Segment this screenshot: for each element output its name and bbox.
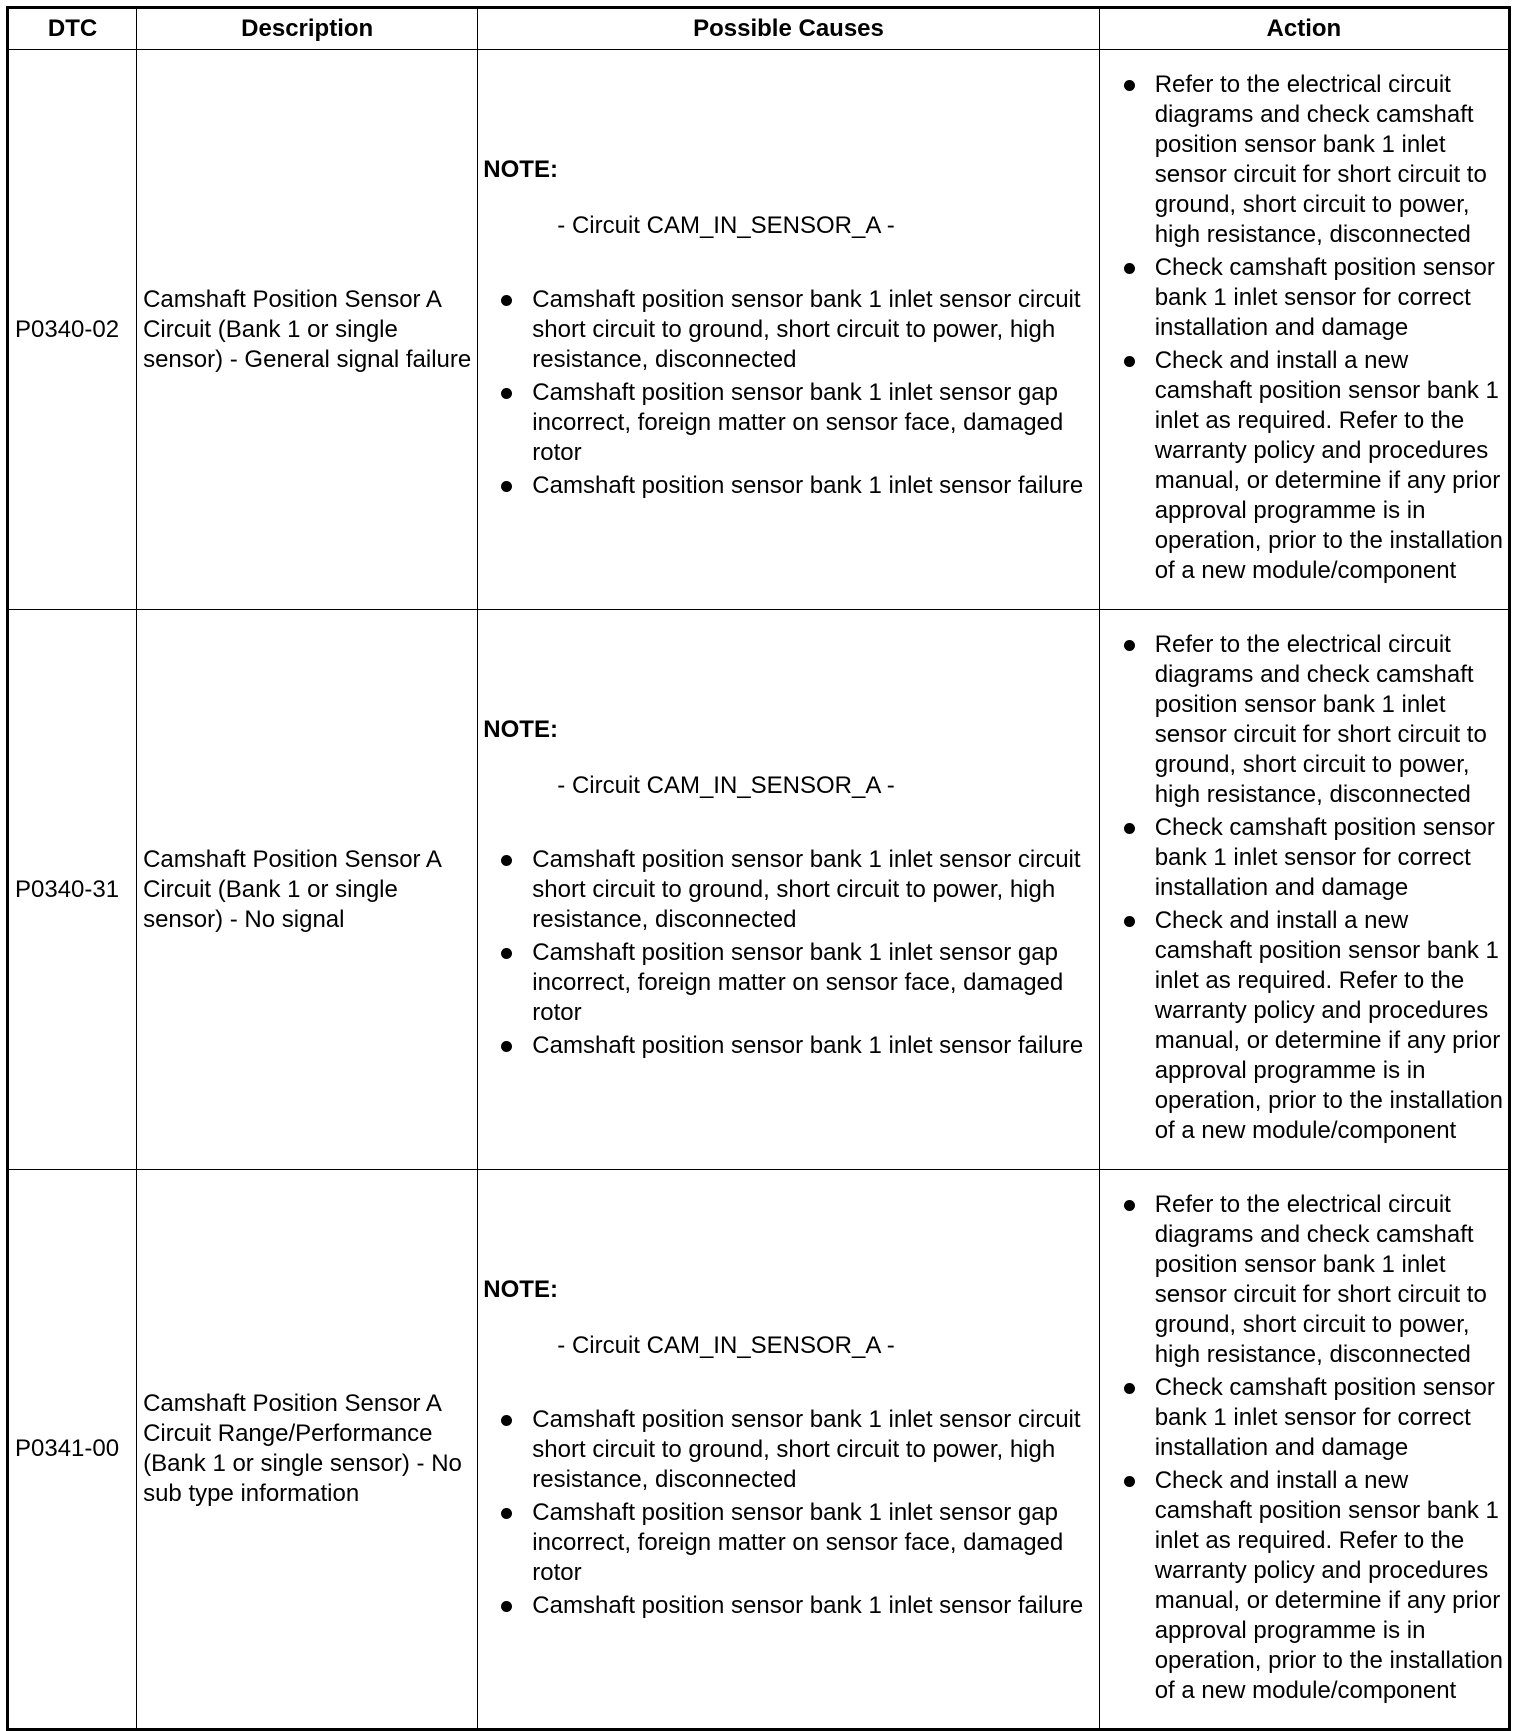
action-text: Check and install a new camshaft position sensor bank 1 inlet as required. Refer to the warranty policy and procedures manual, or determine if any prior approval programme is in operation, prior to the installation of a new module/component	[1154, 907, 1503, 1144]
bullet-icon	[1124, 356, 1135, 367]
bullet-icon	[1124, 1200, 1135, 1211]
list-item	[483, 285, 1094, 375]
list-item	[483, 1405, 1094, 1495]
table-body	[8, 50, 1510, 1730]
header-description: Description	[137, 8, 478, 50]
list-item	[1120, 813, 1504, 903]
bullet-icon	[501, 1601, 512, 1612]
list-item	[483, 471, 1094, 501]
action-cell	[1099, 50, 1509, 610]
list-item	[1120, 630, 1504, 810]
bullet-icon	[1124, 263, 1135, 274]
cause-text: Camshaft position sensor bank 1 inlet sensor circuit short circuit to ground, short circuit to power, high resistance, disconnected	[532, 286, 1081, 373]
action-cell	[1099, 1170, 1509, 1730]
header-possible-causes: Possible Causes	[478, 8, 1099, 50]
actions-list	[1120, 70, 1504, 586]
note-text: - Circuit CAM_IN_SENSOR_A -	[557, 772, 895, 799]
dtc-description: Camshaft Position Sensor A Circuit (Bank 1 or single sensor) - General signal failure	[137, 50, 478, 610]
list-item	[1120, 1190, 1504, 1370]
list-item	[1120, 1373, 1504, 1463]
causes-list	[483, 285, 1094, 501]
list-item	[483, 1498, 1094, 1588]
cause-text: Camshaft position sensor bank 1 inlet sensor circuit short circuit to ground, short circuit to power, high resistance, disconnected	[532, 846, 1081, 933]
table-header	[8, 8, 1510, 50]
bullet-icon	[1124, 916, 1135, 927]
cause-text: Camshaft position sensor bank 1 inlet sensor failure	[532, 472, 1084, 499]
list-item	[483, 1031, 1094, 1061]
possible-causes-cell	[478, 1170, 1099, 1730]
bullet-icon	[501, 948, 512, 959]
list-item	[1120, 906, 1504, 1146]
header-action: Action	[1099, 8, 1509, 50]
list-item	[483, 1591, 1094, 1621]
cause-text: Camshaft position sensor bank 1 inlet sensor circuit short circuit to ground, short circuit to power, high resistance, disconnected	[532, 1405, 1081, 1493]
dtc-code: P0341-00	[8, 1170, 137, 1730]
cause-text: Camshaft position sensor bank 1 inlet sensor gap incorrect, foreign matter on sensor face, damaged rotor	[532, 939, 1064, 1026]
cause-text: Camshaft position sensor bank 1 inlet sensor gap incorrect, foreign matter on sensor face, damaged rotor	[532, 379, 1064, 466]
bullet-icon	[1124, 1383, 1135, 1394]
table-row	[8, 1170, 1510, 1730]
action-text: Check camshaft position sensor bank 1 inlet sensor for correct installation and damage	[1154, 254, 1495, 341]
table-row	[8, 610, 1510, 1170]
action-text: Refer to the electrical circuit diagrams and check camshaft position sensor bank 1 inlet sensor circuit for short circuit to ground, short circuit to power, high resistance, disconnected	[1154, 631, 1487, 808]
bullet-icon	[1124, 640, 1135, 651]
cause-text: Camshaft position sensor bank 1 inlet sensor failure	[532, 1591, 1084, 1619]
list-item	[483, 378, 1094, 468]
causes-list	[483, 845, 1094, 1061]
note-text: - Circuit CAM_IN_SENSOR_A -	[557, 1331, 895, 1359]
dtc-description: Camshaft Position Sensor A Circuit (Bank 1 or single sensor) - No signal	[137, 610, 478, 1170]
list-item	[1120, 70, 1504, 250]
dtc-table	[6, 6, 1511, 1731]
action-text: Check camshaft position sensor bank 1 inlet sensor for correct installation and damage	[1154, 1373, 1495, 1461]
note-text: - Circuit CAM_IN_SENSOR_A -	[557, 212, 895, 239]
action-text: Check camshaft position sensor bank 1 inlet sensor for correct installation and damage	[1154, 814, 1495, 901]
dtc-code: P0340-31	[8, 610, 137, 1170]
list-item	[1120, 253, 1504, 343]
note-label: NOTE:	[483, 716, 558, 743]
bullet-icon	[501, 388, 512, 399]
possible-causes-cell	[478, 610, 1099, 1170]
header-row	[8, 8, 1510, 50]
bullet-icon	[501, 1415, 512, 1426]
bullet-icon	[1124, 823, 1135, 834]
cause-text: Camshaft position sensor bank 1 inlet sensor gap incorrect, foreign matter on sensor face, damaged rotor	[532, 1498, 1064, 1586]
bullet-icon	[501, 855, 512, 866]
bullet-icon	[1124, 80, 1135, 91]
causes-list	[483, 1405, 1094, 1621]
possible-causes-cell	[478, 50, 1099, 610]
table-row	[8, 50, 1510, 610]
list-item	[483, 938, 1094, 1028]
list-item	[1120, 1466, 1504, 1706]
action-text: Refer to the electrical circuit diagrams and check camshaft position sensor bank 1 inlet sensor circuit for short circuit to ground, short circuit to power, high resistance, disconnected	[1154, 71, 1487, 248]
bullet-icon	[501, 481, 512, 492]
bullet-icon	[501, 1041, 512, 1052]
header-dtc: DTC	[8, 8, 137, 50]
action-cell	[1099, 610, 1509, 1170]
action-text: Refer to the electrical circuit diagrams and check camshaft position sensor bank 1 inlet sensor circuit for short circuit to ground, short circuit to power, high resistance, disconnected	[1154, 1190, 1487, 1368]
note-label: NOTE:	[483, 1275, 558, 1303]
dtc-code: P0340-02	[8, 50, 137, 610]
actions-list	[1120, 630, 1504, 1146]
dtc-description: Camshaft Position Sensor A Circuit Range/Performance (Bank 1 or single sensor) - No sub type information	[137, 1170, 478, 1730]
actions-list	[1120, 1190, 1504, 1706]
list-item	[1120, 346, 1504, 586]
list-item	[483, 845, 1094, 935]
cause-text: Camshaft position sensor bank 1 inlet sensor failure	[532, 1032, 1084, 1059]
bullet-icon	[1124, 1476, 1135, 1487]
bullet-icon	[501, 295, 512, 306]
bullet-icon	[501, 1508, 512, 1519]
action-text: Check and install a new camshaft position sensor bank 1 inlet as required. Refer to the warranty policy and procedures manual, or determine if any prior approval programme is in operation, prior to the installation of a new module/component	[1154, 347, 1503, 584]
note-label: NOTE:	[483, 156, 558, 183]
action-text: Check and install a new camshaft position sensor bank 1 inlet as required. Refer to the warranty policy and procedures manual, or determine if any prior approval programme is in operation, prior to the installation of a new module/component	[1154, 1466, 1503, 1704]
